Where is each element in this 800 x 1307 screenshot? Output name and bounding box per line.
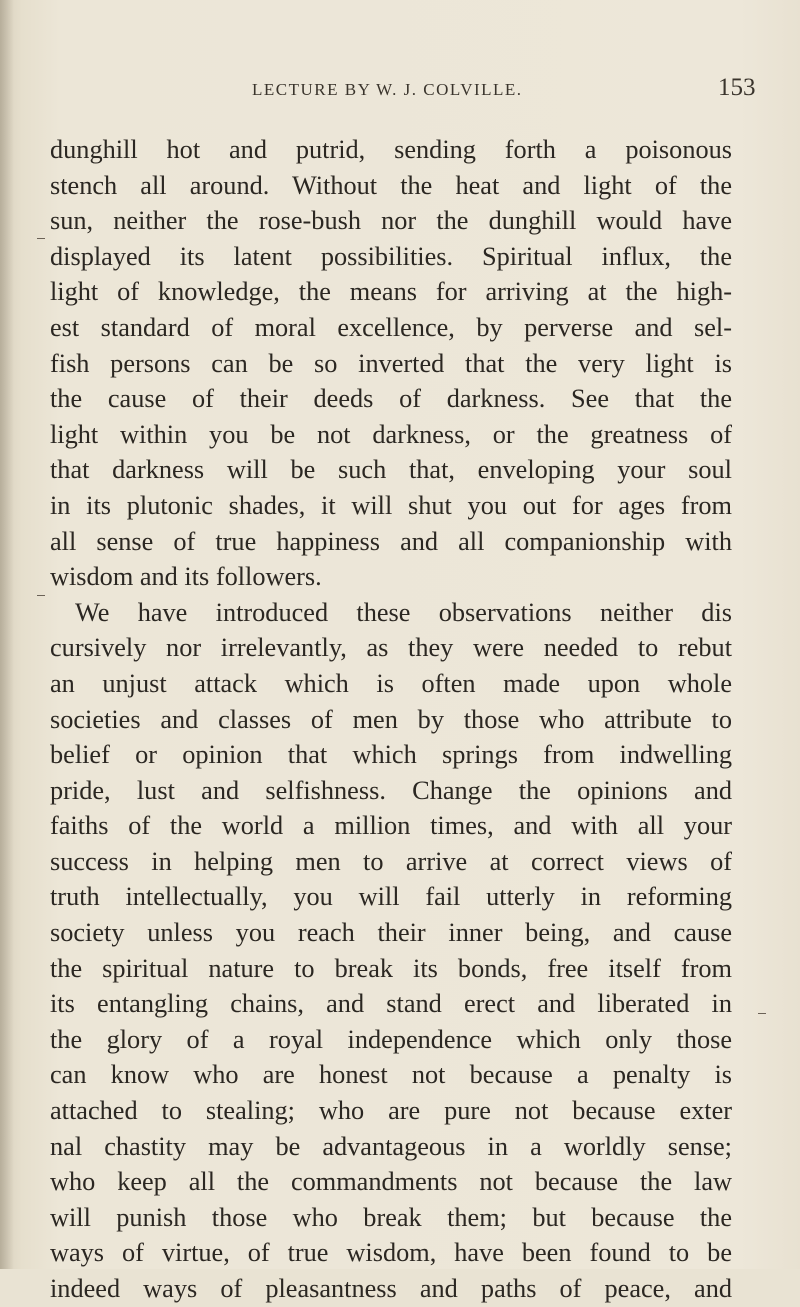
text-line: wisdom and its followers. xyxy=(50,562,322,592)
text-line: truth intellectually, you will fail utterly in reforming xyxy=(50,882,732,912)
text-line: in its plutonic shades, it will shut you out for ages from xyxy=(50,490,732,520)
text-line: the cause of their deeds of darkness. See that the xyxy=(50,384,732,414)
page-number: 153 xyxy=(718,74,756,101)
text-line: its entangling chains, and stand erect and liberated in xyxy=(50,989,732,1019)
text-line: displayed its latent possibilities. Spiritual influx, the xyxy=(50,241,732,271)
text-line: the glory of a royal independence which only those xyxy=(50,1024,732,1054)
running-head: LECTURE BY W. J. COLVILLE. xyxy=(252,80,523,99)
text-line: nal chastity may be advantageous in a worldly sense; xyxy=(50,1131,732,1161)
text-line: light within you be not darkness, or the greatness of xyxy=(50,419,732,449)
margin-mark xyxy=(37,595,45,596)
text-line: can know who are honest not because a penalty is xyxy=(50,1060,732,1090)
binding-shadow xyxy=(0,0,14,1269)
text-line: light of knowledge, the means for arriving at the high- xyxy=(50,277,732,307)
text-line: an unjust attack which is often made upon whole xyxy=(50,668,732,698)
text-line: the spiritual nature to break its bonds, free itself from xyxy=(50,953,732,983)
text-line: stench all around. Without the heat and light of the xyxy=(50,170,732,200)
text-line: We have introduced these observations neither dis xyxy=(75,597,732,627)
text-line: success in helping men to arrive at correct views of xyxy=(50,846,732,876)
body-text xyxy=(50,132,732,1307)
text-line: est standard of moral excellence, by perverse and sel- xyxy=(50,312,732,342)
margin-mark xyxy=(37,238,45,239)
text-line: will punish those who break them; but because the xyxy=(50,1202,732,1232)
text-line: fish persons can be so inverted that the very light is xyxy=(50,348,732,378)
text-line: cursively nor irrelevantly, as they were needed to rebut xyxy=(50,633,732,663)
text-line: all sense of true happiness and all companionship with xyxy=(50,526,732,556)
text-line: sun, neither the rose-bush nor the dunghill would have xyxy=(50,206,732,236)
text-line: attached to stealing; who are pure not because exter xyxy=(50,1096,732,1126)
text-line: who keep all the commandments not because the law xyxy=(50,1167,732,1197)
text-line: indeed ways of pleasantness and paths of peace, and xyxy=(50,1274,732,1303)
text-line: society unless you reach their inner being, and cause xyxy=(50,918,732,948)
text-line: ways of virtue, of true wisdom, have been found to be xyxy=(50,1238,732,1268)
page-header xyxy=(0,74,800,110)
text-line: faiths of the world a million times, and with all your xyxy=(50,811,732,841)
text-line: societies and classes of men by those who attribute to xyxy=(50,704,732,734)
text-line: that darkness will be such that, enveloping your soul xyxy=(50,455,732,485)
margin-mark xyxy=(758,1013,766,1014)
text-line: pride, lust and selfishness. Change the opinions and xyxy=(50,775,732,805)
text-line: belief or opinion that which springs from indwelling xyxy=(50,740,732,770)
text-line: dunghill hot and putrid, sending forth a poisonous xyxy=(50,135,732,164)
